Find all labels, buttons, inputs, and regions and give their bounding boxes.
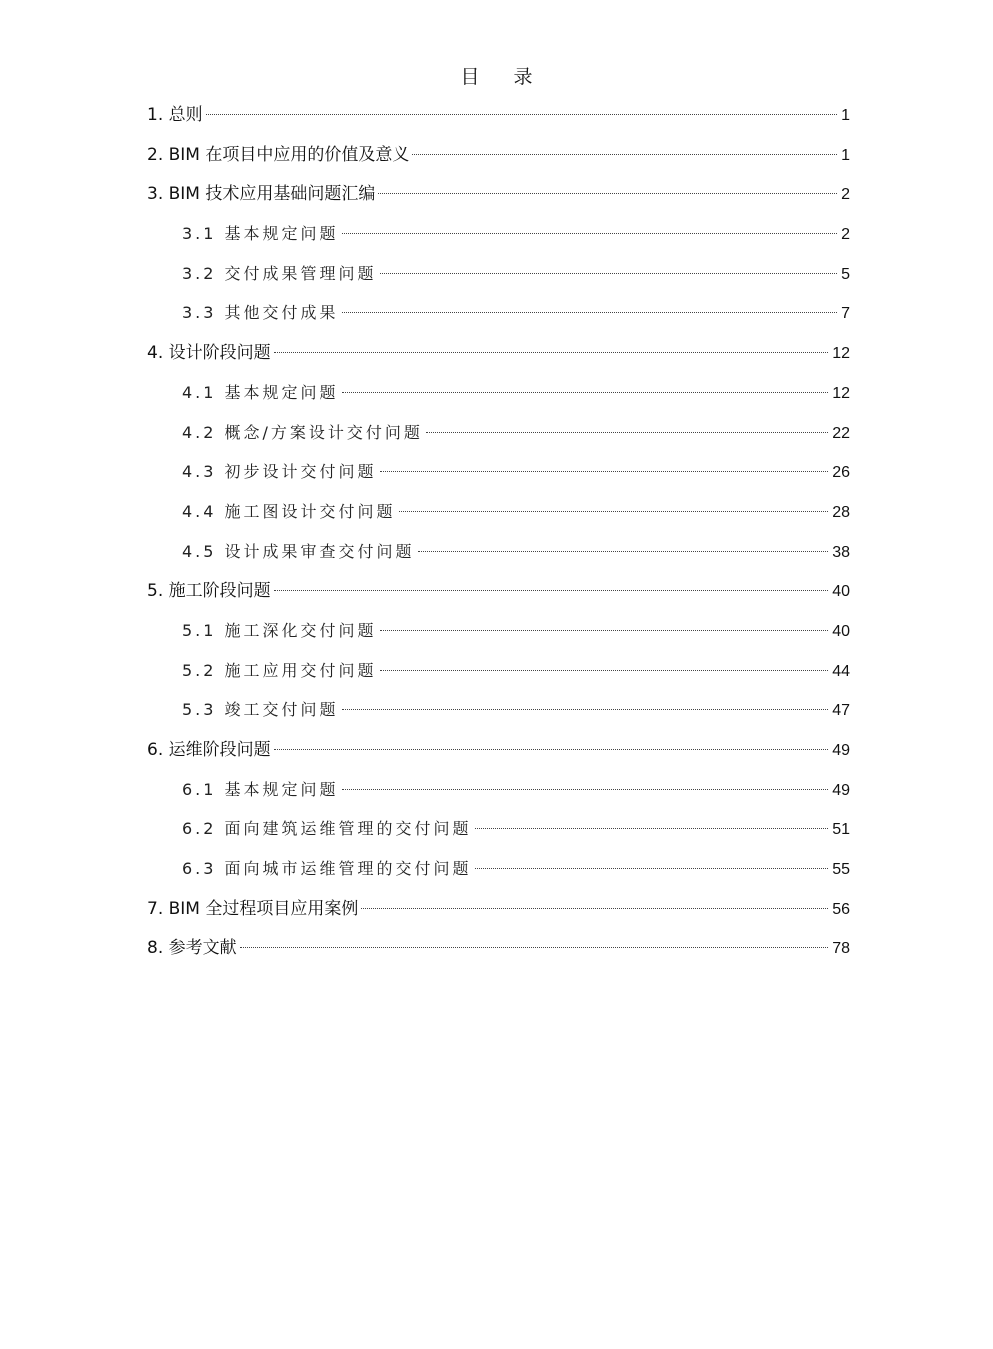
toc-dot-leader bbox=[342, 312, 838, 313]
toc-entry-page: 56 bbox=[832, 900, 850, 918]
toc-entry-label: 4.1 基本规定问题 bbox=[182, 382, 339, 402]
toc-entry-page: 49 bbox=[832, 742, 850, 759]
toc-dot-leader bbox=[380, 273, 838, 274]
toc-dot-leader bbox=[274, 590, 829, 591]
toc-entry-page: 1 bbox=[841, 146, 850, 164]
toc-subentry[interactable] bbox=[147, 259, 850, 299]
toc-subentry[interactable] bbox=[147, 497, 850, 537]
toc-entry-label: 3.2 交付成果管理问题 bbox=[182, 263, 377, 283]
toc-dot-leader bbox=[426, 432, 828, 433]
toc-entry-label: 6. 运维阶段问题 bbox=[147, 740, 271, 760]
toc-entry[interactable] bbox=[147, 894, 850, 934]
toc-dot-leader bbox=[274, 749, 829, 750]
toc-entry-label: 4. 设计阶段问题 bbox=[147, 343, 271, 364]
toc-entry-label: 6.2 面向建筑运维管理的交付问题 bbox=[182, 819, 472, 839]
toc-entry-page: 78 bbox=[832, 940, 850, 958]
table-of-contents bbox=[147, 100, 850, 973]
toc-entry[interactable] bbox=[147, 100, 850, 140]
toc-subentry[interactable] bbox=[147, 537, 850, 577]
toc-entry-label: 3. BIM 技术应用基础问题汇编 bbox=[147, 184, 376, 205]
toc-entry-page: 40 bbox=[832, 622, 850, 640]
toc-dot-leader bbox=[380, 471, 829, 472]
toc-subentry[interactable] bbox=[147, 695, 850, 735]
toc-entry-page: 12 bbox=[832, 345, 850, 363]
toc-entry-label: 6.3 面向城市运维管理的交付问题 bbox=[182, 859, 472, 879]
toc-dot-leader bbox=[342, 392, 829, 393]
toc-dot-leader bbox=[475, 828, 829, 829]
toc-entry[interactable] bbox=[147, 338, 850, 378]
toc-entry-label: 2. BIM 在项目中应用的价值及意义 bbox=[147, 144, 410, 165]
toc-entry-label: 5. 施工阶段问题 bbox=[147, 581, 271, 602]
toc-entry-label: 3.1 基本规定问题 bbox=[182, 224, 339, 244]
toc-entry-label: 5.3 竣工交付问题 bbox=[182, 700, 339, 720]
toc-entry-page: 26 bbox=[832, 464, 850, 482]
toc-subentry[interactable] bbox=[147, 854, 850, 894]
toc-dot-leader bbox=[378, 193, 837, 194]
toc-dot-leader bbox=[206, 114, 837, 115]
toc-dot-leader bbox=[380, 630, 829, 631]
toc-entry-page: 40 bbox=[832, 583, 850, 601]
toc-subentry[interactable] bbox=[147, 219, 850, 259]
toc-subentry[interactable] bbox=[147, 616, 850, 656]
toc-entry[interactable] bbox=[147, 735, 850, 775]
toc-entry[interactable] bbox=[147, 140, 850, 180]
toc-subentry[interactable] bbox=[147, 457, 850, 497]
toc-entry-label: 6.1 基本规定问题 bbox=[182, 779, 339, 799]
toc-entry-page: 49 bbox=[832, 781, 850, 799]
toc-entry-label: 4.2 概念/方案设计交付问题 bbox=[182, 422, 423, 442]
toc-entry[interactable] bbox=[147, 179, 850, 219]
toc-entry-label: 7. BIM 全过程项目应用案例 bbox=[147, 898, 359, 919]
toc-subentry[interactable] bbox=[147, 814, 850, 854]
toc-entry-page: 28 bbox=[832, 503, 850, 521]
toc-dot-leader bbox=[342, 709, 829, 710]
toc-entry-label: 4.3 初步设计交付问题 bbox=[182, 462, 377, 482]
toc-dot-leader bbox=[274, 352, 829, 353]
toc-entry-label: 4.4 施工图设计交付问题 bbox=[182, 501, 396, 521]
toc-subentry[interactable] bbox=[147, 775, 850, 815]
toc-entry-label: 8. 参考文献 bbox=[147, 938, 237, 959]
toc-entry-label: 1. 总则 bbox=[147, 105, 203, 125]
toc-entry-page: 5 bbox=[841, 265, 850, 283]
toc-entry-page: 12 bbox=[832, 384, 850, 402]
toc-subentry[interactable] bbox=[147, 656, 850, 696]
toc-entry-page: 1 bbox=[841, 107, 850, 124]
toc-dot-leader bbox=[418, 551, 829, 552]
toc-entry-label: 5.1 施工深化交付问题 bbox=[182, 620, 377, 640]
toc-entry-label: 3.3 其他交付成果 bbox=[182, 303, 339, 323]
toc-dot-leader bbox=[475, 868, 829, 869]
toc-entry-page: 7 bbox=[841, 305, 850, 323]
toc-entry-page: 2 bbox=[841, 226, 850, 244]
toc-entry-page: 51 bbox=[832, 821, 850, 839]
toc-title: 目 录 bbox=[460, 66, 547, 88]
toc-dot-leader bbox=[361, 908, 828, 909]
toc-entry-label: 4.5 设计成果审查交付问题 bbox=[182, 541, 415, 561]
toc-dot-leader bbox=[380, 670, 829, 671]
toc-dot-leader bbox=[342, 789, 829, 790]
toc-subentry[interactable] bbox=[147, 298, 850, 338]
toc-subentry[interactable] bbox=[147, 418, 850, 458]
toc-entry-page: 55 bbox=[832, 861, 850, 879]
toc-entry[interactable] bbox=[147, 576, 850, 616]
toc-entry-page: 22 bbox=[832, 424, 850, 442]
toc-dot-leader bbox=[412, 154, 837, 155]
toc-entry-page: 2 bbox=[841, 186, 850, 204]
toc-entry[interactable] bbox=[147, 933, 850, 973]
toc-entry-label: 5.2 施工应用交付问题 bbox=[182, 660, 377, 680]
toc-dot-leader bbox=[342, 233, 838, 234]
toc-entry-page: 47 bbox=[832, 702, 850, 720]
toc-dot-leader bbox=[399, 511, 829, 512]
toc-entry-page: 44 bbox=[832, 662, 850, 680]
toc-entry-page: 38 bbox=[832, 543, 850, 561]
toc-dot-leader bbox=[240, 947, 829, 948]
toc-subentry[interactable] bbox=[147, 378, 850, 418]
